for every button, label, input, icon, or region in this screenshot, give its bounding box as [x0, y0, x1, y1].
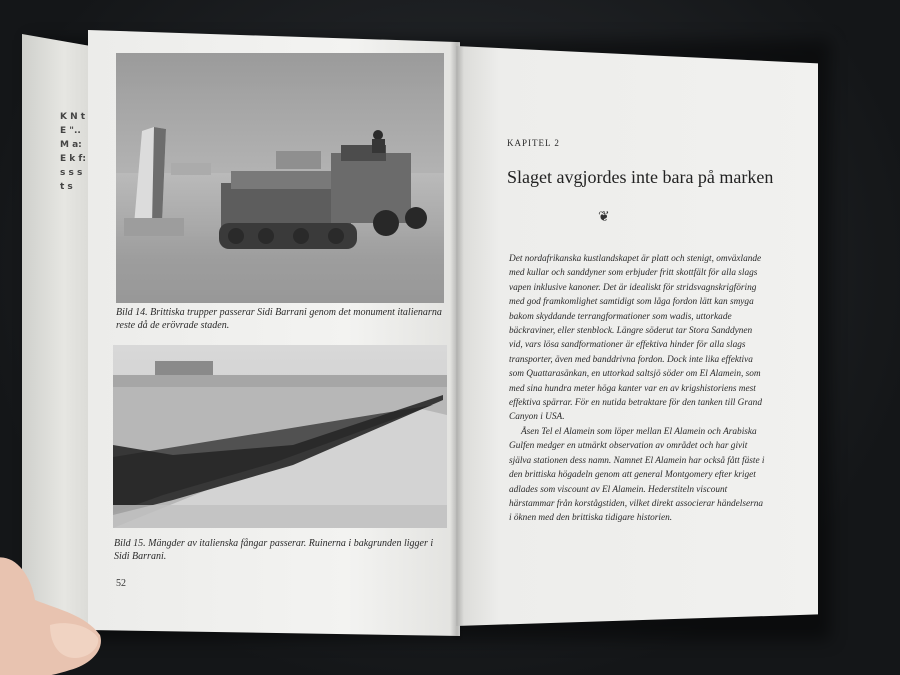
body-paragraph: Det nordafrikanska kustlandskapet är platt och stenigt, omväxlande med kullar och sanddyner som erbjuder fritt skottfält för alla slags vapen inklusive kanoner. Det är idealiskt för stridsvagnskrigföring med god framkomlighet samtidigt som låga fordon lätt kan smyga bakom skyddande terrangformationer som wadis, uttorkade bäckraviner, eller stenblock. Längre söderut tar Stora Sanddynen vid, vars lösa sandformationer är effektiva hinder för alla slags transporter, även med banddrivna fordon. Dock inte lika effektiva som Quattarasänkan, en uttorkad saltsjö söder om El Alamein, som med sina hundra meter höga kanter var en av krigshistoriens mest effektiva spärrar. För en nutida betraktare för den tanken till Grand Canyon i USA. [509, 254, 762, 423]
chapter-body-text [509, 252, 767, 526]
photo-caption-15: Bild 15. Mängder av italienska fångar passerar. Ruinerna i bakgrunden ligger i Sidi Barrani. [114, 538, 434, 562]
underlying-page-text: K N tE ".. M a: E k f: s s s t s [60, 112, 86, 192]
page-number: 52 [116, 578, 126, 589]
chapter-label: KAPITEL 2 [507, 138, 560, 148]
chapter-title: Slaget avgjordes inte bara på marken [507, 167, 774, 187]
hand-holding-book [0, 540, 130, 675]
fleuron-ornament: ❦ [598, 210, 610, 225]
photo-caption-14: Bild 14. Brittiska trupper passerar Sidi Barrani genom det monument italienarna reste då de erövrade staden. [116, 307, 442, 331]
book-gutter [450, 40, 464, 640]
photo-italian-prisoners-column [113, 345, 447, 528]
photo-armored-vehicles-sidi-barrani [116, 53, 444, 303]
body-paragraph: Åsen Tel el Alamein som löper mellan El Alamein och Arabiska Gulfen medger en utmärkt observation av området och har givit själva stationen dess namn. Namnet El Alamein har också fått fäste i den brittiska högadeln genom att general Montgomery efter kriget adlades som viscount av El Alamein. Hederstiteln viscount härstammar från korstågstiden, vilket direkt associerar händelserna i öknen med den brittiska tidigare historien. [509, 426, 765, 524]
